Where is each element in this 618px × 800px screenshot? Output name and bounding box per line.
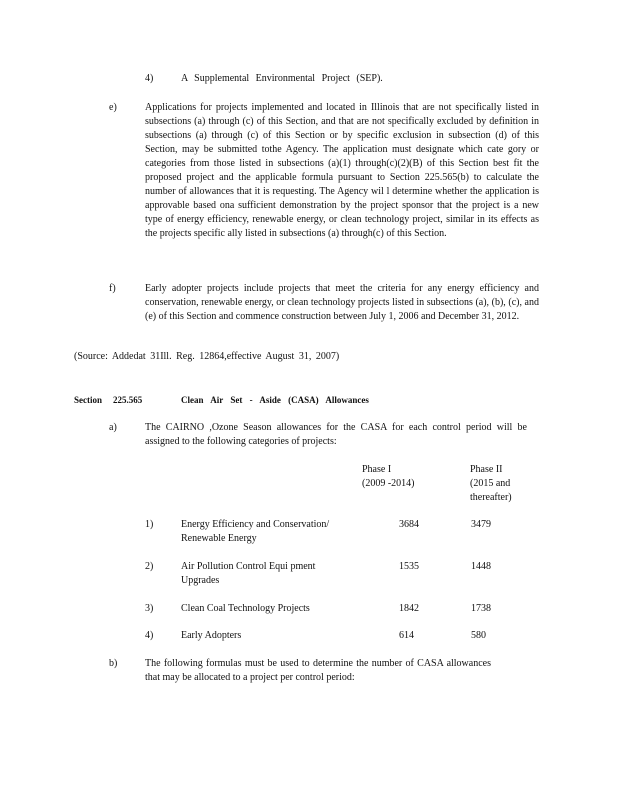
table-row-num: 3) bbox=[145, 603, 154, 614]
table-row-phase-1: 1842 bbox=[399, 603, 419, 614]
section-number: 225.565 bbox=[113, 395, 143, 405]
table-row-phase-2: 580 bbox=[471, 630, 486, 641]
table-row-num: 2) bbox=[145, 561, 154, 572]
table-row-phase-1: 614 bbox=[399, 630, 414, 641]
paragraph-b-label: b) bbox=[109, 658, 118, 669]
table-row-phase-2: 1738 bbox=[471, 603, 491, 614]
table-row-category-cont: Upgrades bbox=[181, 575, 220, 586]
table-row-category: Energy Efficiency and Conservation/ bbox=[181, 519, 330, 530]
paragraph-f-text: Early adopter projects include projects that meet the criteria for any energy efficiency and conservation, renewable energy, or clean technology projects listed in subsections (a), (b), (c), and (e) of this Section and commence construction between July 1, 2006 and December 31, 2012. bbox=[145, 283, 539, 322]
table-row-category: Air Pollution Control Equi pment bbox=[181, 561, 316, 572]
phase-2-years: (2015 and bbox=[470, 478, 511, 489]
item-4-text: A Supplemental Environmental Project (SEP). bbox=[181, 73, 383, 84]
paragraph-f-label: f) bbox=[109, 283, 116, 294]
paragraph-b-text: The following formulas must be used to determine the number of CASA allowances that may be allocated to a project per control period: bbox=[145, 658, 491, 683]
table-row-phase-2: 3479 bbox=[471, 519, 491, 530]
table-row-category-cont: Renewable Energy bbox=[181, 533, 257, 544]
table-row-num: 4) bbox=[145, 630, 154, 641]
section-word: Section bbox=[74, 395, 102, 405]
paragraph-a-label: a) bbox=[109, 422, 117, 433]
table-row-phase-1: 1535 bbox=[399, 561, 419, 572]
table-row-category: Early Adopters bbox=[181, 630, 242, 641]
paragraph-e-text: Applications for projects implemented and located in Illinois that are not specifically listed in subsections (a) through (c) of this Section, and that are not specifically excluded by definition in subsections (a) through (c) of this Section or by specific exclusion in subsection (d) of this Section, may be submitted tothe Agency. The application must designate which cate gory or categories from those listed in subsections (a)(1) through(c)(2)(B) of this Section best fit the proposed project and the applicable formula pursuant to Section 225.565(b) to calculate the number of allowances that it is requesting. The Agency wil l determine whether the application is approvable based ona sufficient demonstration by the project sponsor that the project is a new type of energy efficiency, renewable energy, or clean technology project, similar in its effects as the projects specific ally listed in subsections (a) through(c) of this Section. bbox=[145, 102, 539, 239]
phase-2-years-cont: thereafter) bbox=[470, 492, 512, 503]
table-row-category: Clean Coal Technology Projects bbox=[181, 603, 310, 614]
phase-1-header: Phase I bbox=[362, 464, 392, 475]
paragraph-a-text: The CAIRNO ,Ozone Season allowances for the CASA for each control period will be assigned to the following categories of projects: bbox=[145, 422, 527, 447]
phase-1-years: (2009 -2014) bbox=[362, 478, 415, 489]
section-title: Clean Air Set - Aside (CASA) Allowances bbox=[181, 395, 369, 405]
phase-2-header: Phase II bbox=[470, 464, 503, 475]
paragraph-e-label: e) bbox=[109, 102, 117, 113]
source-note: (Source: Addedat 31Ill. Reg. 12864,effective August 31, 2007) bbox=[74, 351, 340, 362]
item-4-label: 4) bbox=[145, 73, 154, 84]
table-row-num: 1) bbox=[145, 519, 154, 530]
table-row-phase-1: 3684 bbox=[399, 519, 419, 530]
table-row-phase-2: 1448 bbox=[471, 561, 491, 572]
